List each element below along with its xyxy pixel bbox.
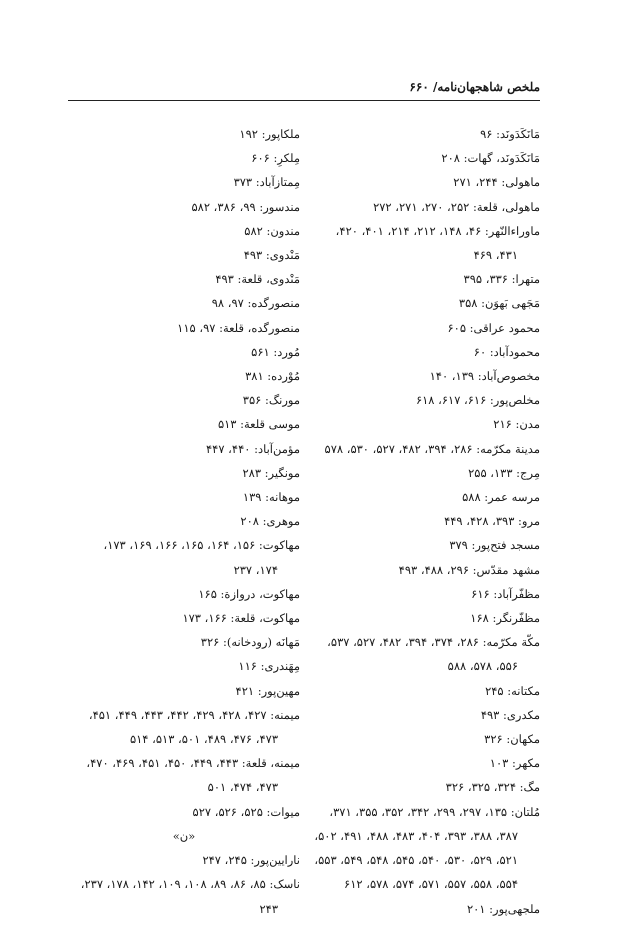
left-index-entry: منصورگده: ۹۷، ۹۸ xyxy=(211,296,300,311)
page-header: ملخص شاهجهان‌نامه/ ۶۶۰ xyxy=(409,80,540,94)
left-index-entry: مهاکوت، قلعة: ۱۶۶، ۱۷۳ xyxy=(182,611,300,626)
left-index-entry: ناسک: ۸۵، ۸۶، ۸۹، ۱۰۸، ۱۰۹، ۱۴۲، ۱۷۸، ۲۳۷، xyxy=(80,877,300,892)
left-index-entry: مُورد: ۵۶۱ xyxy=(251,344,300,359)
right-index-entry: مکّة مکرّمه: ۲۸۶، ۳۷۴، ۳۹۴، ۴۸۲، ۵۲۷، ۵۳۷، xyxy=(327,635,540,650)
right-index-entry: مکدری: ۴۹۳ xyxy=(480,707,540,722)
left-index-entry: مونگیر: ۲۸۳ xyxy=(242,465,300,480)
right-index-entry: ماهولی، قلعة: ۲۵۲، ۲۷۰، ۲۷۱، ۲۷۲ xyxy=(373,199,540,214)
index-column-left xyxy=(68,122,300,921)
right-index-entry: محمود عراقی: ۶۰۵ xyxy=(447,320,540,335)
right-index-entry: ملجهی‌پور: ۲۰۱ xyxy=(466,901,540,916)
right-index-entry: ۵۵۴، ۵۵۸، ۵۵۷، ۵۷۱، ۵۷۴، ۵۷۸، ۶۱۲ xyxy=(344,877,518,892)
left-index-entry: موهانه: ۱۳۹ xyxy=(242,490,300,505)
index-column-right xyxy=(308,122,540,921)
right-index-entry: مدینة مکرّمه: ۲۸۶، ۳۹۴، ۴۸۲، ۵۲۷، ۵۳۰، ۵۷۸ xyxy=(324,441,540,456)
left-index-entry: ملکاپور: ۱۹۲ xyxy=(239,127,300,141)
left-index-entry: منصورگده، قلعة: ۹۷، ۱۱۵ xyxy=(177,320,300,335)
left-index-entry: «ن» xyxy=(172,828,196,843)
right-index-entry: مشهد مقدّس: ۲۹۶، ۴۸۸، ۴۹۳ xyxy=(398,562,540,577)
left-index-entry: مندسور: ۹۹، ۳۸۶، ۵۸۲ xyxy=(191,199,300,214)
left-index-entry: ۲۴۳ xyxy=(259,901,278,916)
left-index-entry: مورنگ: ۳۵۶ xyxy=(242,393,300,408)
left-index-entry: موسی قلعة: ۵۱۳ xyxy=(217,417,300,432)
left-index-entry: مهاکوت: ۱۵۶، ۱۶۴، ۱۶۵، ۱۶۶، ۱۶۹، ۱۷۳، xyxy=(103,538,300,553)
right-index-entry: ماوراءالنّهر: ۴۶، ۱۴۸، ۲۱۲، ۲۱۴، ۴۰۱، ۴۲۰، xyxy=(335,223,540,238)
right-index-entry: محمودآباد: ۶۰ xyxy=(473,344,540,359)
left-index-entry: مندون: ۵۸۲ xyxy=(244,223,300,238)
left-index-entry: مهین‌پور: ۴۲۱ xyxy=(235,683,300,698)
right-index-entry: مرسه عمر: ۵۸۸ xyxy=(462,490,540,505)
left-index-entry: میمنه: ۴۲۷، ۴۲۸، ۴۲۹، ۴۴۲، ۴۴۳، ۴۴۹، ۴۵۱، xyxy=(88,707,300,722)
left-index-entry: مهاکوت، دروازة: ۱۶۵ xyxy=(198,586,300,601)
right-index-entry: مُلتان: ۱۳۵، ۲۹۷، ۲۹۹، ۳۴۲، ۳۵۲، ۳۵۵، ۳۷۱، xyxy=(329,804,540,819)
right-index-entry: ۳۸۷، ۳۸۸، ۳۹۳، ۴۰۴، ۴۸۳، ۴۸۸، ۴۹۱، ۵۰۲، xyxy=(314,828,518,843)
left-index-entry: نارایین‌پور: ۲۴۵، ۲۴۷ xyxy=(202,853,300,868)
left-index-entry: ۱۷۴، ۲۳۷ xyxy=(233,562,278,577)
left-index-entry: میمنه، قلعة: ۴۴۳، ۴۴۹، ۴۵۰، ۴۵۱، ۴۶۹، ۴۷۰، xyxy=(86,756,300,771)
left-index-entry: مَهانَه (رودخانه): ۳۲۶ xyxy=(200,635,300,650)
right-index-entry: مظفّرنگر: ۱۶۸ xyxy=(470,611,540,626)
right-index-entry: ۵۵۶، ۵۷۸، ۵۸۸ xyxy=(447,659,518,674)
right-index-entry: متهرا: ۳۳۶، ۳۹۵ xyxy=(463,272,540,287)
header-rule xyxy=(68,100,540,101)
left-index-entry: مَنْدوی، قلعة: ۴۹۳ xyxy=(215,272,300,287)
right-index-entry: مِرج: ۱۳۳، ۲۵۵ xyxy=(468,465,540,480)
left-index-entry: مِمتازآباد: ۳۷۳ xyxy=(233,175,300,190)
right-index-entry: مَانَکَدَونَد، گهات: ۲۰۸ xyxy=(441,151,540,166)
left-index-entry: ۴۷۳، ۴۷۴، ۵۰۱ xyxy=(207,780,278,795)
right-index-entry: مَجَهی بَهوَن: ۳۵۸ xyxy=(458,296,540,311)
left-index-entry: مِلکرِ: ۶۰۶ xyxy=(251,151,300,166)
right-index-entry: مَانَکَدَونَد: ۹۶ xyxy=(480,127,540,141)
left-index-entry: مَنْدوی: ۴۹۳ xyxy=(243,248,300,263)
right-index-entry: مکهر: ۱۰۳ xyxy=(489,756,540,771)
right-index-entry: ۴۳۱، ۴۶۹ xyxy=(473,248,518,263)
right-index-entry: ماهولی: ۲۴۴، ۲۷۱ xyxy=(453,175,540,190)
right-index-entry: مدن: ۲۱۶ xyxy=(493,417,540,432)
right-index-entry: مخصوص‌آباد: ۱۳۹، ۱۴۰ xyxy=(429,369,540,384)
right-index-entry: مکهان: ۳۲۶ xyxy=(484,732,540,747)
left-index-entry: موهری: ۲۰۸ xyxy=(240,514,300,529)
right-index-entry: مگ: ۳۲۴، ۳۲۵، ۳۲۶ xyxy=(445,780,540,795)
left-index-entry: ۴۷۳، ۴۷۶، ۴۸۹، ۵۰۱، ۵۱۳، ۵۱۴ xyxy=(129,732,278,747)
right-index-entry: مرو: ۳۹۳، ۴۲۸، ۴۴۹ xyxy=(444,514,540,529)
left-index-entry: مؤمن‌آباد: ۴۴۰، ۴۴۷ xyxy=(205,441,300,456)
left-index-entry: مُوْرده: ۳۸۱ xyxy=(245,369,300,384)
right-index-entry: مکتانه: ۲۴۵ xyxy=(485,683,540,698)
right-index-entry: مسجد فتح‌پور: ۳۷۹ xyxy=(449,538,540,553)
right-index-entry: مظفّرآباد: ۶۱۶ xyxy=(471,586,540,601)
right-index-entry: مخلص‌پور: ۶۱۶، ۶۱۷، ۶۱۸ xyxy=(415,393,540,408)
left-index-entry: مِهَندری: ۱۱۶ xyxy=(238,659,300,674)
right-index-entry: ۵۲۱، ۵۲۹، ۵۳۰، ۵۴۰، ۵۴۵، ۵۴۸، ۵۴۹، ۵۵۳، xyxy=(314,853,518,868)
left-index-entry: میوات: ۵۲۵، ۵۲۶، ۵۲۷ xyxy=(192,804,300,819)
